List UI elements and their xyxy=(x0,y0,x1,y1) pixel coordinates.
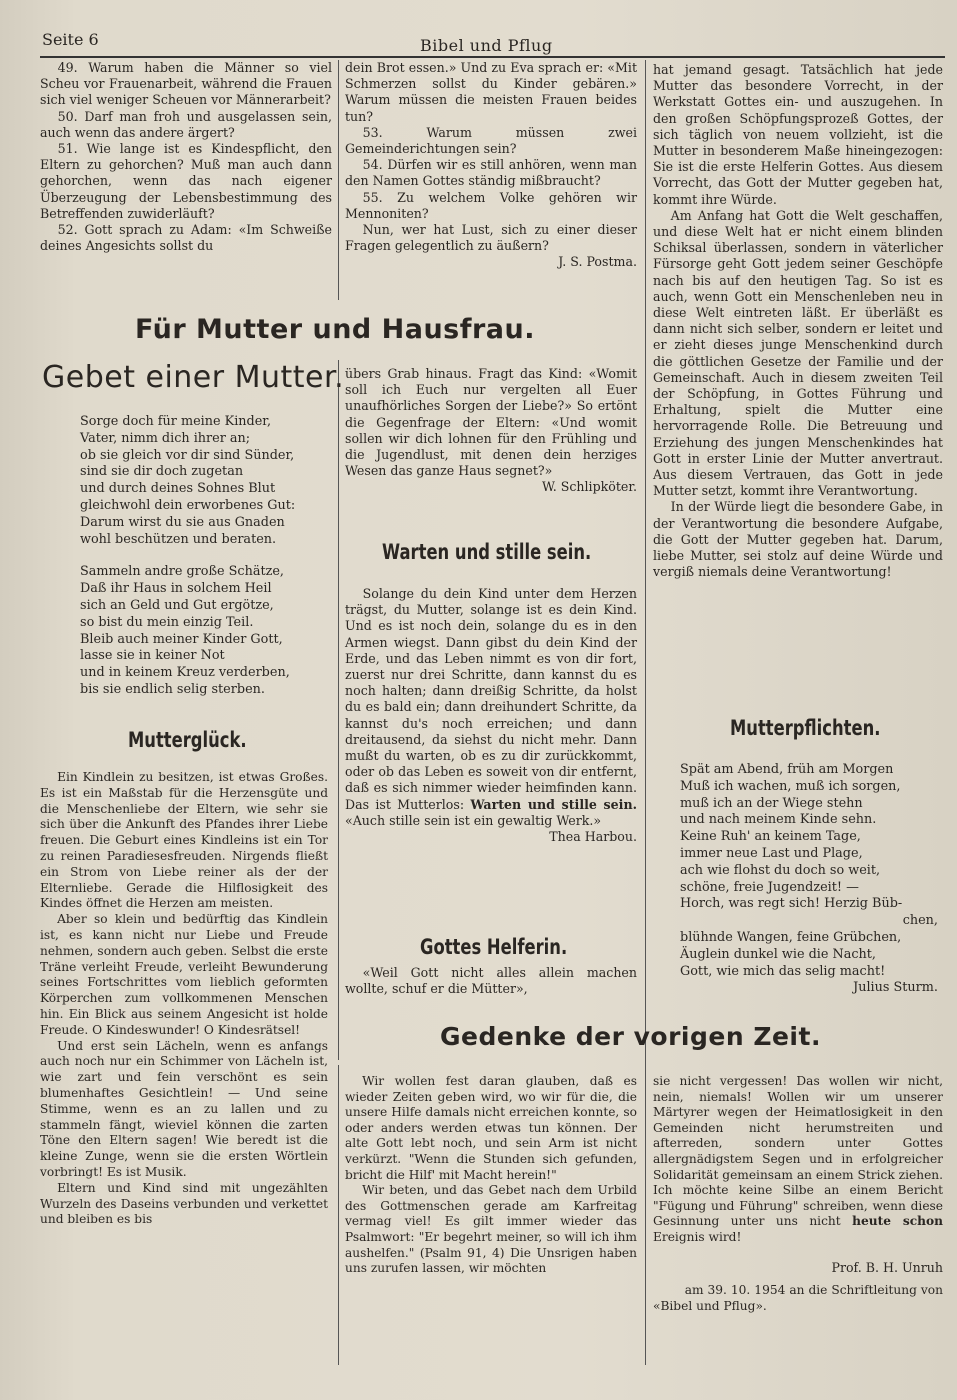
schlipkoeter-signature: W. Schlipköter. xyxy=(541,479,637,495)
gedenke-col2 xyxy=(345,1074,637,1277)
gedenke-bold: heute schon xyxy=(852,1214,943,1229)
gedenke-footnote: am 39. 10. 1954 an die Schriftleitung von «Bibel und Pflug». xyxy=(653,1283,943,1313)
gedenke-text: sie nicht vergessen! Das wollen wir nicht, nein, niemals! Wollen wir um unserer Märtyrer wegen der Heimatlosigkeit in den Gemeinden nicht herumstreiten und afterreden, sondern unter Gottes allergnädigstem Segen und in erfolgreicher Solidarität gemeinsam an einem Strick ziehen. Ich möchte keine Silbe an einem Bericht "Fügung und Führung" schreiben, wenn diese Gesinnung unter uns nicht xyxy=(653,1074,943,1229)
header-rule xyxy=(40,56,945,58)
mutterglueck-paragraph: Aber so klein und bedürftig das Kindlein ist, es kann nicht nur Liebe und Freude nehmen, sondern auch geben. Selbst die erste Träne verleiht Freude, verleiht Bewunderung seines Fortschrittes vom lieblich geformten Körperchen zum vollkommenen Menschen hin. Ein Blick aus seinem Angesicht ist holde Freude. O Kindeswunder! O Kindesrätsel! xyxy=(40,912,328,1037)
column-divider xyxy=(338,1065,339,1365)
gebet-poem xyxy=(80,414,295,699)
poem-line: ach wie flohst du doch so weit, xyxy=(680,862,881,878)
poem-line: chen, xyxy=(902,913,938,929)
poem-line: Bleib auch meiner Kinder Gott, xyxy=(80,631,283,647)
poem-line: Sammeln andre große Schätze, xyxy=(80,564,284,580)
newspaper-title: Bibel und Pflug xyxy=(420,36,553,55)
mutterglueck-continuation xyxy=(345,366,637,496)
questions-column-1 xyxy=(40,60,332,254)
question-53: 53. Warum müssen zwei Gemeinderichtungen sein? xyxy=(345,124,637,157)
question-51: 51. Wie lange ist es Kindespflicht, den Eltern zu gehorchen? Muß man auch dann gehorchen, wenn das nach eigener Überzeugung der Lebensbestimmung des Betreffenden zuwiderläuft? xyxy=(40,141,332,221)
question-54: 54. Dürfen wir es still anhören, wenn man den Namen Gottes ständig mißbraucht? xyxy=(345,157,637,189)
gedenke-title: Gedenke der vorigen Zeit. xyxy=(440,1022,821,1051)
poem-line: Darum wirst du sie aus Gnaden xyxy=(80,514,285,530)
question-52: 52. Gott sprach zu Adam: «Im Schweiße deines Angesichts sollst du xyxy=(40,222,332,254)
poem-line: muß ich an der Wiege stehn xyxy=(680,795,863,811)
question-invitation: Nun, wer hat Lust, sich zu einer dieser Fragen gelegentlich zu äußern? xyxy=(345,222,637,254)
warten-body xyxy=(345,586,637,845)
poem-line: Spät am Abend, früh am Morgen xyxy=(680,762,894,777)
stanza-gap xyxy=(80,548,295,564)
mutterglueck-paragraph: Eltern und Kind sind mit ungezählten Wurzeln des Daseins verbunden und verkettet und bleiben es bis xyxy=(40,1180,328,1227)
mutterglueck-end: übers Grab hinaus. Fragt das Kind: «Womit soll ich Euch nur vergelten all Euer unaufhörliches Sorgen der Liebe?» So ertönt die Gegenfrage der Eltern: «Und womit sollen wir dich lohnen für den Frühling und die Jugendlust, mit denen dein herziges Wesen das ganze Haus segnet?» xyxy=(345,366,637,479)
poem-line: Muß ich wachen, muß ich sorgen, xyxy=(680,778,901,794)
poem-line: und in keinem Kreuz verderben, xyxy=(80,665,290,681)
helferin-intro xyxy=(345,965,637,997)
helferin-paragraph-1: hat jemand gesagt. Tatsächlich hat jede Mutter das besondere Vorrecht, in der Werkstatt Gottes ein- und auszugehen. In den großen Schöpfungsprozeß Gottes, der sich täglich von neuem vollzieht, ist die Mutter in besonderem Maße hineingezogen: Sie ist die erste Helferin Gottes. Aus diesem Vorrecht, das Gott der Mutter gegeben hat, kommt ihre Würde. xyxy=(653,62,943,207)
gedenke-paragraph: Wir beten, und das Gebet nach dem Urbild des Gottmenschen gerade am Karfreitag vermag viel! Es gilt immer wieder das Psalmwort: "Er begehrt meiner, so will ich ihm aushelfen." (Psalm 91, 4) Die Unsrigen haben uns zurufen lassen, wir möchten xyxy=(345,1183,637,1276)
gedenke-paragraph: Wir wollen fest daran glauben, daß es wieder Zeiten geben wird, wo wir für die, die unsere Hilfe damals nicht erreichen konnte, so oder anders werden etwas tun können. Der alte Gott lebt noch, und sein Arm ist nicht verkürzt. "Wenn die Stunden sich gefunden, bricht die Hilf' mit Macht herein!" xyxy=(345,1074,637,1182)
questions-signature: J. S. Postma. xyxy=(558,254,637,270)
poem-line: wohl beschützen und beraten. xyxy=(80,531,277,547)
gebet-title: Gebet einer Mutter. xyxy=(42,360,345,395)
column-divider xyxy=(338,360,339,1060)
unruh-signature: Prof. B. H. Unruh xyxy=(831,1259,943,1275)
warten-tail: «Auch stille sein ist ein gewaltig Werk.» xyxy=(345,812,602,828)
poem-line: immer neue Last und Plage, xyxy=(680,845,863,861)
page-number: Seite 6 xyxy=(42,30,99,49)
column-divider xyxy=(645,1070,646,1365)
mutterpflichten-poem xyxy=(680,762,938,997)
poem-line: Gott, wie mich das selig macht! xyxy=(680,963,886,979)
mutterglueck-paragraph: Ein Kindlein zu besitzen, ist etwas Großes. Es ist ein Maßstab für die Herzensgüte und die Menschenliebe der Eltern, wie sehr sie sich über die Ankunft des Pfandes ihrer Liebe freuen. Die Geburt eines Kindleins ist ein Tor zu reinen Paradiesesfreuden. Nirgends fließt ein Strom von Liebe reiner als der der Elternliebe. Gerade die Hilflosigkeit des Kindes öffnet die Herzen am meisten. xyxy=(40,770,328,911)
poem-line: Horch, was regt sich! Herzig Büb- xyxy=(680,896,903,912)
question-50: 50. Darf man froh und ausgelassen sein, auch wenn das andere ärgert? xyxy=(40,108,332,140)
helferin-continuation xyxy=(653,62,943,581)
poem-line: bis sie endlich selig sterben. xyxy=(80,681,265,697)
poem-line: Äuglein dunkel wie die Nacht, xyxy=(680,946,876,962)
poem-line: blühnde Wangen, feine Grübchen, xyxy=(680,929,902,945)
warten-bold: Warten und stille sein. xyxy=(470,796,637,812)
warten-text: Solange du dein Kind unter dem Herzen trägst, du Mutter, solange ist es dein Kind. Und es ist noch dein, solange du es in den Armen wiegst. Dann gibst du dein Kind der Erde, und das Leben nimmt es von dir fort, zuerst nur drei Schritte, dann kannst du es noch halten; dann dreißig Schritte, da holst du es bald ein; dann dreihundert Schritte, da kannst du's noch erreichen; und dann dreitausend, da siehst du nicht mehr. Dann mußt du warten, ob es zu dir zurückkommt, oder ob das Leben es soweit von dir entfernt, daß es sich nimmer wieder heimfinden kann. Das ist Mutterlos: xyxy=(345,586,637,812)
section-title: Für Mutter und Hausfrau. xyxy=(135,314,536,345)
questions-column-2 xyxy=(345,60,637,271)
mutterglueck-paragraph: Und erst sein Lächeln, wenn es anfangs auch noch nur ein Schimmer von Lächeln ist, wie zart und fein verschönt es sein blumenhaftes Gesichtlein! — Und seine Stimme, wenn es an zu lallen und zu stammeln fängt, wieviel können die zarten Töne den Eltern sagen! Wie beredt ist die kleine Zunge, wenn sie die ersten Wörtlein vorbringt! Es ist Musik. xyxy=(40,1038,328,1179)
mutterglueck-body xyxy=(40,770,328,1228)
mutterpflichten-title: Mutterpflichten. xyxy=(730,716,881,740)
poem-line: Keine Ruh' an keinem Tage, xyxy=(680,829,861,845)
poem-line: lasse sie in keiner Not xyxy=(80,648,225,664)
poem-line: so bist du mein einzig Teil. xyxy=(80,614,254,630)
poem-line: gleichwohl dein erworbenes Gut: xyxy=(80,497,296,513)
question-52-cont: dein Brot essen.» Und zu Eva sprach er: «Mit Schmerzen sollst du Kinder gebären.» Warum müssen die meisten Frauen beides tun? xyxy=(345,60,637,124)
harbou-signature: Thea Harbou. xyxy=(549,829,637,845)
gedenke-tail: Ereignis wird! xyxy=(653,1229,742,1244)
poem-line: und nach meinem Kinde sehn. xyxy=(680,812,877,828)
poem-line: sind sie dir doch zugetan xyxy=(80,464,244,480)
question-49: 49. Warum haben die Männer so viel Scheu vor Frauenarbeit, während die Frauen sich viel weniger Scheuen vor Männerarbeit? xyxy=(40,60,332,108)
helferin-paragraph-2: Am Anfang hat Gott die Welt geschaffen, und diese Welt hat er nicht einem blinden Schiksal überlassen, sondern in väterlicher Fürsorge geht Gott jedem seiner Geschöpfe nach bis auf den heutigen Tag. So ist es auch, wenn Gott ein Menschenleben neu in diese Welt eintreten läßt. Er überläßt es dann nicht sich selber, sondern er leitet und er zieht dieses junge Menschenkind durch die göttlichen Gesetze der Familie und der Gemeinschaft. Auch in diesem zweiten Teil der Schöpfung, in Gottes Führung und Erhaltung, spielt die Mutter eine hervorragende Rolle. Die Betreuung und Erziehung des jungen Menschenkindes hat Gott in erster Linie der Mutter anvertraut. Aus diesem Vertrauen, das Gott in jede Mutter setzt, kommt ihre Verantwortung. xyxy=(653,207,943,499)
column-divider xyxy=(645,60,646,1070)
helferin-title: Gottes Helferin. xyxy=(420,935,568,959)
poem-line: Daß ihr Haus in solchem Heil xyxy=(80,581,272,597)
poem-line: Vater, nimm dich ihrer an; xyxy=(80,430,251,446)
poem-line: und durch deines Sohnes Blut xyxy=(80,481,276,497)
gedenke-col3 xyxy=(653,1074,943,1314)
helferin-paragraph-3: In der Würde liegt die besondere Gabe, in der Verantwortung die besondere Aufgabe, die Gott der Mutter gegeben hat. Darum, liebe Mutter, sei stolz auf deine Würde und vergiß niemals deine Verantwortung! xyxy=(653,499,943,580)
question-55: 55. Zu welchem Volke gehören wir Mennoniten? xyxy=(345,189,637,221)
poem-line: Sorge doch für meine Kinder, xyxy=(80,414,272,429)
warten-title: Warten und stille sein. xyxy=(382,540,592,564)
mutterglueck-title: Mutterglück. xyxy=(128,728,247,752)
poem-line: sich an Geld und Gut ergötze, xyxy=(80,597,274,613)
column-divider xyxy=(338,60,339,300)
poem-line: ob sie gleich vor dir sind Sünder, xyxy=(80,447,295,463)
helferin-quote: «Weil Gott nicht alles allein machen wollte, schuf er die Mütter», xyxy=(345,965,637,997)
poem-line: schöne, freie Jugendzeit! — xyxy=(680,879,859,895)
sturm-signature: Julius Sturm. xyxy=(853,980,938,996)
